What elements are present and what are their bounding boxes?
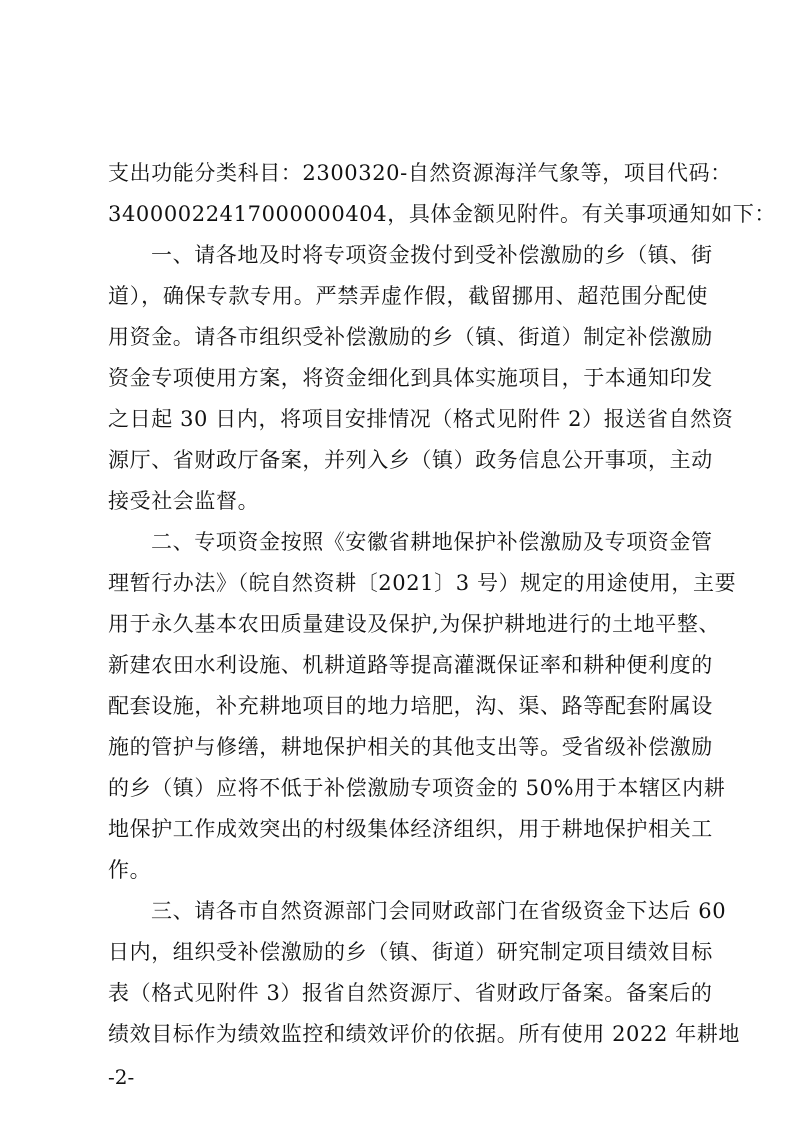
text-line: 接受社会监督。 xyxy=(108,489,260,513)
text-line: 用于永久基本农田质量建设及保护,为保护耕地进行的土地平整、 xyxy=(108,612,721,636)
paragraph-2-start: 二、专项资金按照《安徽省耕地保护补偿激励及专项资金管 xyxy=(151,530,713,554)
page-number: -2- xyxy=(108,1065,135,1089)
text-line: 施的管护与修缮，耕地保护相关的其他支出等。受省级补偿激励 xyxy=(108,735,713,759)
text-line: 新建农田水利设施、机耕道路等提高灌溉保证率和耕种便利度的 xyxy=(108,653,713,677)
text-line: 配套设施，补充耕地项目的地力培肥，沟、渠、路等配套附属设 xyxy=(108,694,713,718)
text-line: 支出功能分类科目：2300320-自然资源海洋气象等，项目代码： xyxy=(108,161,732,185)
text-line: 源厅、省财政厅备案，并列入乡（镇）政务信息公开事项，主动 xyxy=(108,448,713,472)
text-line: 的乡（镇）应将不低于补偿激励专项资金的 50%用于本辖区内耕 xyxy=(108,776,726,800)
text-line: 34000022417000000404，具体金额见附件。有关事项通知如下： xyxy=(108,202,777,226)
text-line: 理暂行办法》（皖自然资耕〔2021〕3 号）规定的用途使用，主要 xyxy=(108,571,737,595)
text-line: 用资金。请各市组织受补偿激励的乡（镇、街道）制定补偿激励 xyxy=(108,325,713,349)
text-line: 日内，组织受补偿激励的乡（镇、街道）研究制定项目绩效目标 xyxy=(108,940,713,964)
paragraph-3-start: 三、请各市自然资源部门会同财政部门在省级资金下达后 60 xyxy=(151,899,727,923)
text-line: 地保护工作成效突出的村级集体经济组织，用于耕地保护相关工 xyxy=(108,817,713,841)
text-line: 表（格式见附件 3）报省自然资源厅、省财政厅备案。备案后的 xyxy=(108,981,713,1005)
paragraph-1-start: 一、请各地及时将专项资金拨付到受补偿激励的乡（镇、街 xyxy=(151,243,713,267)
text-line: 资金专项使用方案，将资金细化到具体实施项目，于本通知印发 xyxy=(108,366,713,390)
text-line: 作。 xyxy=(108,858,152,882)
text-line: 绩效目标作为绩效监控和绩效评价的依据。所有使用 2022 年耕地 xyxy=(108,1022,740,1046)
text-line: 之日起 30 日内，将项目安排情况（格式见附件 2）报送省自然资 xyxy=(108,407,734,431)
text-line: 道），确保专款专用。严禁弄虚作假，截留挪用、超范围分配使 xyxy=(108,284,708,308)
